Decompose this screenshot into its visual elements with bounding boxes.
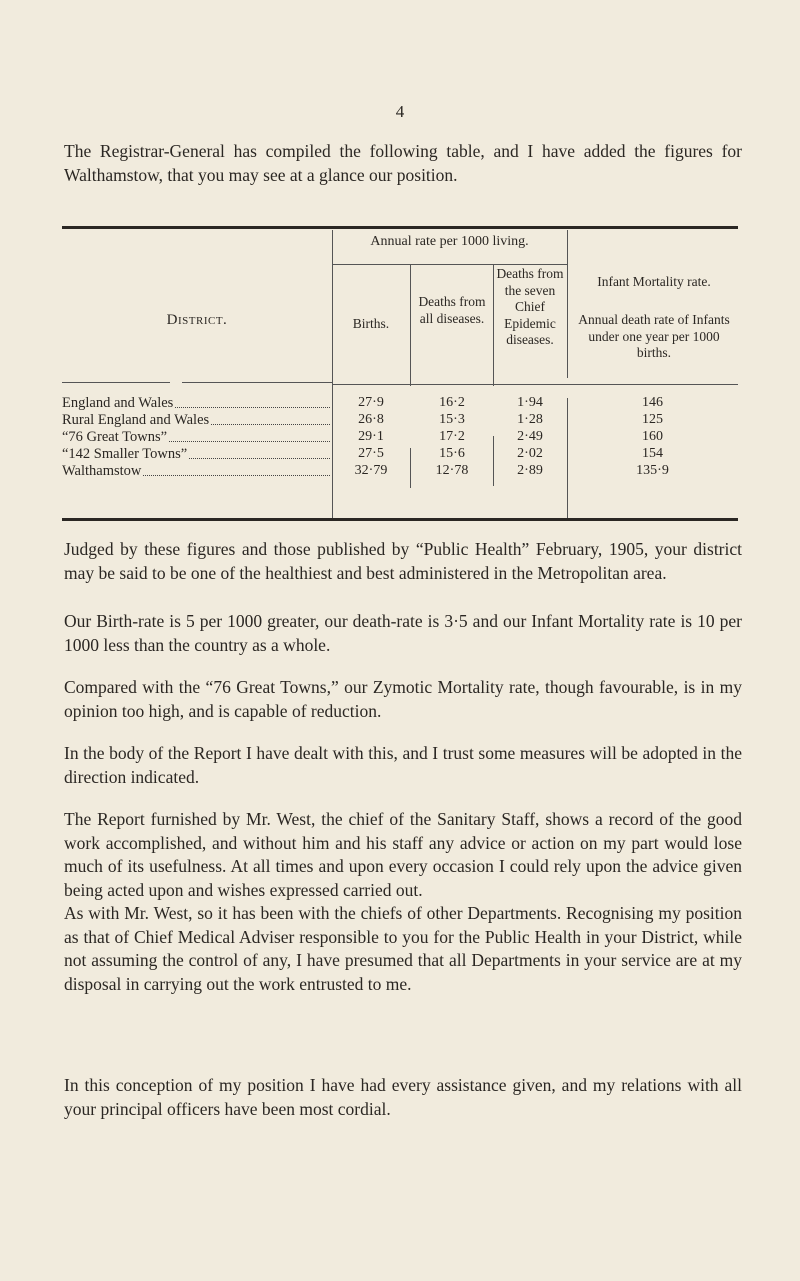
body-paragraph: In the body of the Report I have dealt with this, and I trust some measures will be adopted in the direction indicated.	[64, 743, 742, 787]
table-divider-deaths-body	[493, 436, 494, 486]
col-births-header: Births.	[352, 316, 390, 331]
body-paragraph: Our Birth-rate is 5 per 1000 greater, our death-rate is 3·5 and our Infant Mortality rate is 10 per 1000 less than the country as a whole.	[64, 611, 742, 655]
cell-deaths-all: 12·78	[435, 463, 469, 478]
table-divider-epidemic	[567, 230, 568, 378]
cell-deaths-all: 15·6	[439, 446, 465, 461]
cell-births: 27·9	[358, 395, 384, 410]
cell-births: 26·8	[358, 412, 384, 427]
row-district-label	[62, 411, 330, 429]
cell-deaths-all: 16·2	[439, 395, 465, 410]
cell-infant: 154	[642, 446, 663, 461]
col-district-header: District.	[166, 312, 228, 328]
table-divider-births-body	[410, 448, 411, 488]
cell-births: 27·5	[358, 446, 384, 461]
col-deaths-all-header: Deaths from all diseases.	[418, 294, 486, 326]
row-district-label	[62, 445, 330, 463]
body-paragraph: Compared with the “76 Great Towns,” our Zymotic Mortality rate, though favourable, is in my opinion too high, and is capable of reduction.	[64, 677, 742, 721]
cell-infant: 125	[642, 412, 663, 427]
table-divider-births	[410, 264, 411, 386]
table-header-rule-c	[332, 384, 738, 385]
table-header-rule-a	[62, 382, 170, 383]
cell-deaths-epidemic: 1·94	[517, 395, 543, 410]
cell-deaths-epidemic: 2·89	[517, 463, 543, 478]
cell-infant: 146	[642, 395, 663, 410]
district-name: Rural England and Wales	[62, 412, 210, 428]
row-district-label	[62, 394, 330, 412]
row-district-label	[62, 462, 330, 480]
cell-infant: 160	[642, 429, 663, 444]
body-paragraph: The Report furnished by Mr. West, the chief of the Sanitary Staff, shows a record of the good work accomplished, and without him and his staff any advice or action on my part would lose much of its usefulness. At all times and upon every occasion I could rely upon the advice given being acted upon and wishes expressed carried out.	[64, 809, 742, 900]
table-group-underline	[332, 264, 567, 265]
page-number: 4	[395, 102, 405, 121]
body-paragraph: Judged by these figures and those published by “Public Health” February, 1905, your district may be said to be one of the healthiest and best administered in the Metropolitan area.	[64, 539, 742, 583]
col-infant-sub: Annual death rate of Infants under one year per 1000 births.	[578, 312, 730, 360]
col-infant-title: Infant Mortality rate.	[597, 274, 711, 289]
intro-paragraph: The Registrar-General has compiled the following table, and I have added the figures for Walthamstow, that you may see at a glance our position.	[64, 141, 742, 185]
mortality-table	[62, 228, 738, 518]
district-name: England and Wales	[62, 395, 174, 411]
table-divider-deaths	[493, 264, 494, 386]
body-paragraph: As with Mr. West, so it has been with the chiefs of other Departments. Recognising my position as that of Chief Medical Adviser responsible to you for the Public Health in your District, while not assuming the control of any, I have presumed that all Departments in your service are at my disposal in carrying out the work entrusted to me.	[64, 903, 742, 994]
cell-deaths-epidemic: 2·02	[517, 446, 543, 461]
body-paragraph: In this conception of my position I have had every assistance given, and my relations with all your principal officers have been most cordial.	[64, 1075, 742, 1119]
cell-deaths-epidemic: 1·28	[517, 412, 543, 427]
cell-deaths-all: 17·2	[439, 429, 465, 444]
cell-births: 29·1	[358, 429, 384, 444]
table-bottom-rule	[62, 518, 738, 521]
district-name: “76 Great Towns”	[62, 429, 168, 445]
district-name: “142 Smaller Towns”	[62, 446, 188, 462]
cell-deaths-all: 15·3	[439, 412, 465, 427]
district-name: Walthamstow	[62, 463, 142, 479]
cell-infant: 135·9	[636, 463, 669, 478]
col-deaths-epidemic-header: Deaths from the seven Chief Epidemic diseases.	[496, 266, 564, 347]
table-header-rule-b	[182, 382, 332, 383]
group-header: Annual rate per 1000 living.	[370, 234, 529, 249]
cell-deaths-epidemic: 2·49	[517, 429, 543, 444]
cell-births: 32·79	[354, 463, 388, 478]
row-district-label	[62, 428, 330, 446]
